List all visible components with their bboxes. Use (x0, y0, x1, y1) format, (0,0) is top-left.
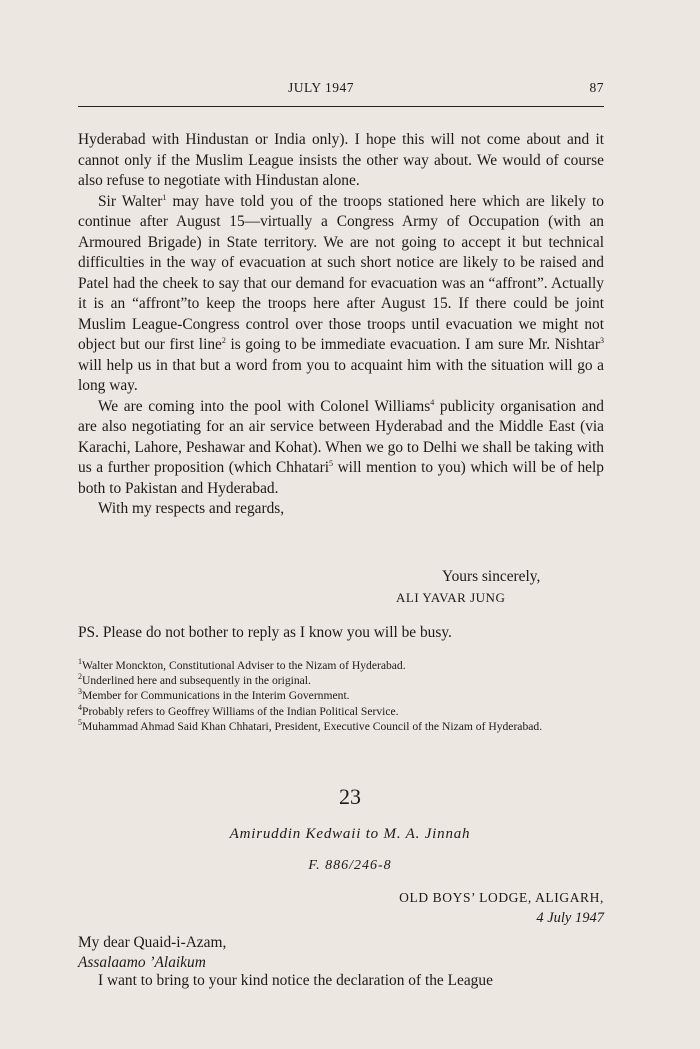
signatory: ALI YAVAR JUNG (396, 590, 506, 605)
footnote-ref: 2 (221, 335, 226, 345)
footnote-text: Muhammad Ahmad Said Khan Chhatari, President, Executive Council of the Nizam of Hyderabad. (82, 719, 543, 733)
footnotes (78, 658, 604, 734)
footnote-mark: 5 (78, 717, 82, 727)
footnote-ref: 1 (162, 192, 167, 202)
letter-date: 4 July 1947 (536, 910, 604, 926)
paragraph-3: We are coming into the pool with Colonel Williams$^4$ publicity organisation and are also negotiating for an air service between Hyderabad and the Middle East (via Karachi, Lahore, Peshawar and Kohat). When we go to Delhi we shall be taking with us a further proposition (which Chhatari$^5$ will mention to you) which will be of help both to Pakistan and Hyderabad. (78, 397, 604, 497)
footnote-3 (78, 688, 604, 703)
complimentary-close: Yours sincerely, (442, 568, 541, 585)
footnote-mark: 3 (78, 687, 82, 697)
sender-address: OLD BOYS’ LODGE, ALIGARH, (399, 890, 604, 905)
document-reference: F. 886/246-8 (308, 858, 392, 873)
paragraph-2: Sir Walter$^1$ may have told you of the troops stationed here which are likely to continue after August 15—virtually a Congress Army of Occupation (with an Armoured Brigade) in State territory. We are not going to accept it but technical difficulties in the way of evacuation at such short notice are likely to be raised and Patel had the cheek to say that our demand for evacuation was an “affront”. Actually it is an “affront”to keep the troops here after August 15. If there could be joint Muslim League-Congress control over those troops until evacuation we might not object but our first line$^2$ is going to be immediate evacuation. I am sure Mr. Nishtar$^3$ will help us in that but a word from you to acquaint him with the situation will go a long way. (78, 192, 604, 394)
footnote-ref: 4 (430, 397, 435, 407)
running-title: JULY 1947 (288, 80, 355, 95)
footnote-mark: 2 (78, 672, 82, 682)
footnote-text: Walter Monckton, Constitutional Adviser to the Nizam of Hyderabad. (82, 659, 406, 672)
opening-line: I want to bring to your kind notice the declaration of the League (98, 972, 493, 989)
footnote-text: Underlined here and subsequently in the original. (82, 674, 311, 688)
postscript: PS. Please do not bother to reply as I know you will be busy. (78, 624, 452, 641)
greeting: Assalaamo ’Alaikum (78, 954, 206, 971)
paragraph-1: Hyderabad with Hindustan or India only). I hope this will not come about and it cannot only if the Muslim League insists the other way about. We would of course also refuse to negotiate with Hindustan alone. (78, 131, 604, 189)
salutation: My dear Quaid-i-Azam, (78, 934, 227, 951)
page-header (78, 78, 604, 100)
footnote-ref: 5 (329, 458, 334, 468)
document-title: Amiruddin Kedwaii to M. A. Jinnah (229, 826, 471, 842)
page-number: 87 (589, 80, 604, 95)
footnote-text: Member for Communications in the Interim Government. (82, 689, 350, 703)
footnote-4 (78, 704, 604, 719)
footnote-mark: 1 (78, 657, 82, 667)
footnote-ref: 3 (600, 335, 604, 345)
document-number: 23 (339, 784, 361, 809)
footnote-text: Probably refers to Geoffrey Williams of the Indian Political Service. (82, 704, 399, 718)
header-rule (78, 106, 604, 107)
footnote-5 (78, 719, 604, 734)
letter-body (78, 130, 604, 520)
footnote-1 (78, 658, 604, 673)
paragraph-4: With my respects and regards, (98, 500, 285, 517)
footnote-mark: 4 (78, 702, 82, 712)
footnote-2 (78, 673, 604, 688)
